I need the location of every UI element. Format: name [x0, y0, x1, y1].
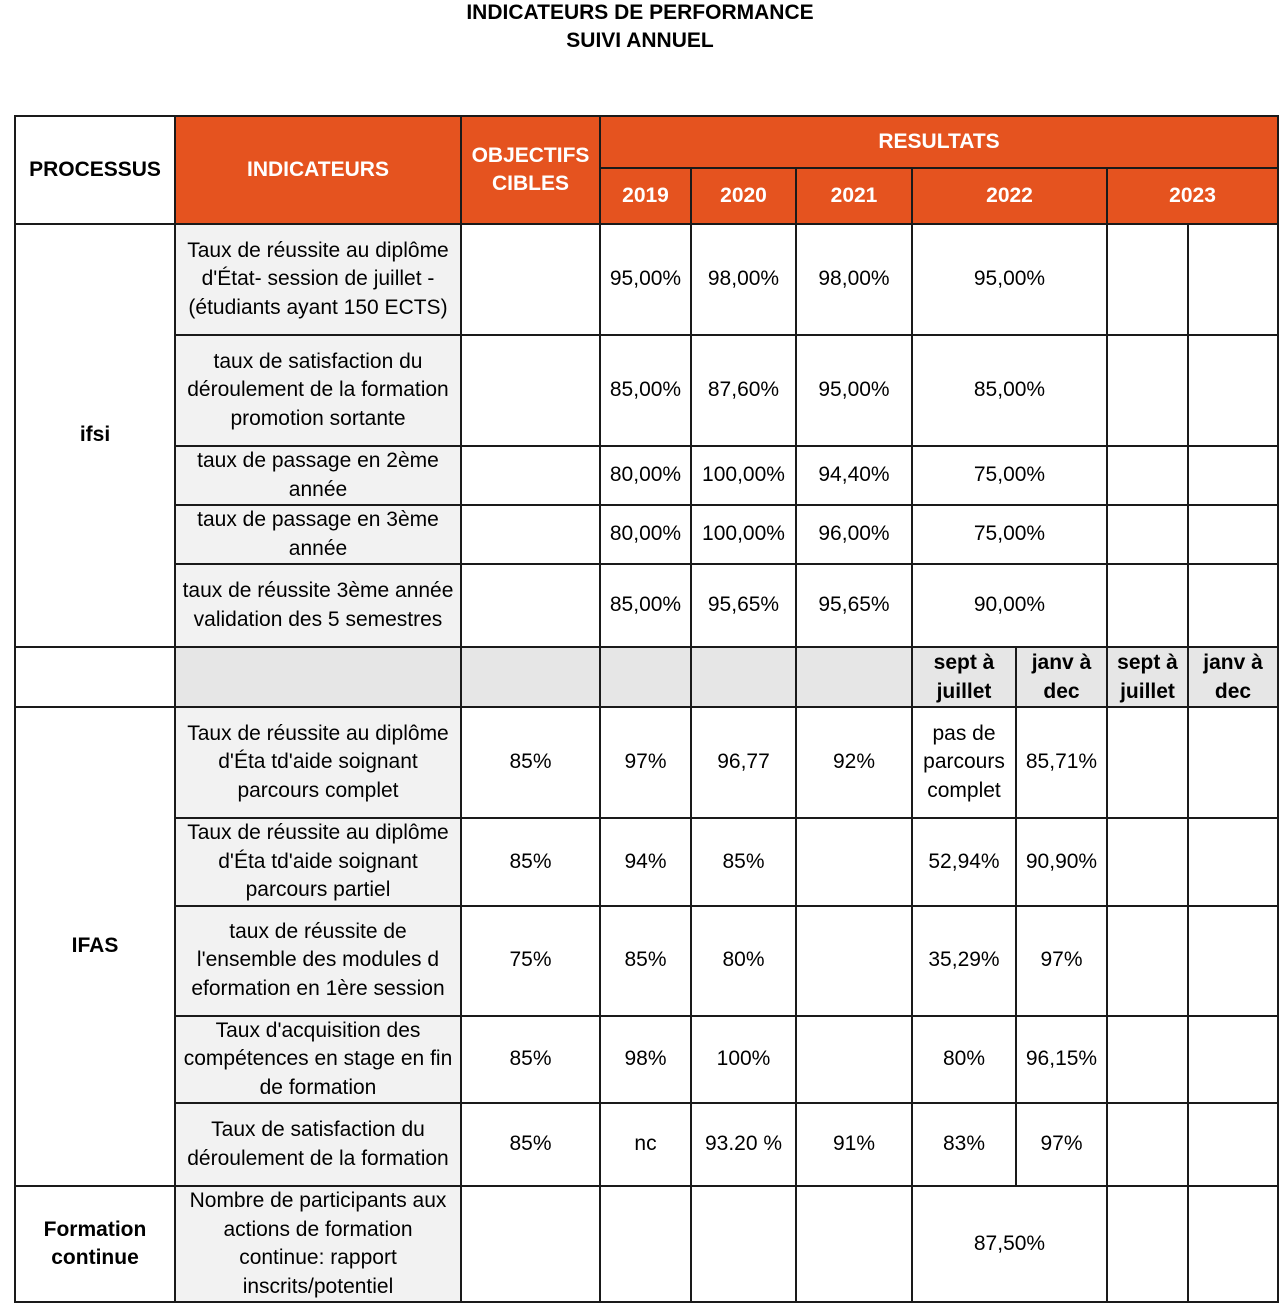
- value-2023-a: [1107, 1186, 1188, 1302]
- value-2019: 94%: [600, 818, 691, 906]
- indicator-cell: taux de passage en 2ème année: [175, 446, 461, 505]
- header-processus: PROCESSUS: [15, 116, 175, 224]
- value-2023-janv: [1188, 906, 1278, 1016]
- indicator-cell: Taux de réussite au diplôme d'État- session de juillet - (étudiants ayant 150 ECTS): [175, 224, 461, 335]
- subheader-2023-janv: janv à dec: [1188, 647, 1278, 707]
- objectif-cell: 85%: [461, 818, 600, 906]
- table-row: [15, 335, 1278, 446]
- header-year-2022: 2022: [912, 168, 1107, 224]
- value-2023-sept: [1107, 707, 1188, 818]
- value-2023-a: [1107, 564, 1188, 647]
- value-2023-sept: [1107, 818, 1188, 906]
- header-year-2021: 2021: [796, 168, 912, 224]
- value-2020: 96,77: [691, 707, 796, 818]
- table-row: [15, 224, 1278, 335]
- value-2020: 100,00%: [691, 446, 796, 505]
- value-2022: 95,00%: [912, 224, 1107, 335]
- value-2022-sept: pas de parcours complet: [912, 707, 1016, 818]
- process-ifas: IFAS: [15, 707, 175, 1186]
- indicator-cell: Taux d'acquisition des compétences en stage en fin de formation: [175, 1016, 461, 1104]
- objectif-cell: 85%: [461, 1016, 600, 1104]
- process-ifsi: ifsi: [15, 224, 175, 647]
- value-2022-janv: 97%: [1016, 906, 1107, 1016]
- header-objectifs: OBJECTIFS CIBLES: [461, 116, 600, 224]
- subheader-gray: [461, 647, 600, 707]
- value-2023-sept: [1107, 1103, 1188, 1186]
- header-indicateurs: INDICATEURS: [175, 116, 461, 224]
- header-row: [15, 116, 1278, 168]
- value-2019: 85,00%: [600, 335, 691, 446]
- value-2022-janv: 90,90%: [1016, 818, 1107, 906]
- objectif-cell: 85%: [461, 707, 600, 818]
- value-2022-janv: 96,15%: [1016, 1016, 1107, 1104]
- objectif-cell: [461, 505, 600, 564]
- subheader-empty: [15, 647, 175, 707]
- table-row: [15, 505, 1278, 564]
- value-2019: nc: [600, 1103, 691, 1186]
- value-2023-janv: [1188, 707, 1278, 818]
- value-2022-janv: 85,71%: [1016, 707, 1107, 818]
- table-row: [15, 1016, 1278, 1104]
- value-2021: 96,00%: [796, 505, 912, 564]
- value-2020: 98,00%: [691, 224, 796, 335]
- performance-table: [14, 115, 1279, 1303]
- value-2021: [796, 906, 912, 1016]
- value-2021: 98,00%: [796, 224, 912, 335]
- value-2020: 93.20 %: [691, 1103, 796, 1186]
- value-2023-janv: [1188, 818, 1278, 906]
- table-row: [15, 1186, 1278, 1302]
- objectif-cell: 75%: [461, 906, 600, 1016]
- subheader-2022-janv: janv à dec: [1016, 647, 1107, 707]
- page-title: INDICATEURS DE PERFORMANCE: [466, 1, 814, 24]
- value-2021: 95,65%: [796, 564, 912, 647]
- header-year-2023: 2023: [1107, 168, 1278, 224]
- header-year-2019: 2019: [600, 168, 691, 224]
- objectif-cell: [461, 335, 600, 446]
- indicator-cell: Taux de réussite au diplôme d'Éta td'aide soignant parcours complet: [175, 707, 461, 818]
- header-year-2020: 2020: [691, 168, 796, 224]
- subheader-gray: [600, 647, 691, 707]
- value-2023-a: [1107, 446, 1188, 505]
- value-2022-sept: 52,94%: [912, 818, 1016, 906]
- value-2022-sept: 83%: [912, 1103, 1016, 1186]
- value-2019: 98%: [600, 1016, 691, 1104]
- value-2023-b: [1188, 335, 1278, 446]
- value-2023-b: [1188, 1186, 1278, 1302]
- subheader-2023-sept: sept à juillet: [1107, 647, 1188, 707]
- table-row: [15, 564, 1278, 647]
- table-row: [15, 446, 1278, 505]
- subheader-gray: [175, 647, 461, 707]
- objectif-cell: [461, 446, 600, 505]
- value-2020: [691, 1186, 796, 1302]
- objectif-cell: [461, 224, 600, 335]
- value-2021: 91%: [796, 1103, 912, 1186]
- value-2022: 85,00%: [912, 335, 1107, 446]
- value-2020: 87,60%: [691, 335, 796, 446]
- value-2021: 94,40%: [796, 446, 912, 505]
- value-2020: 85%: [691, 818, 796, 906]
- value-2022-janv: 97%: [1016, 1103, 1107, 1186]
- value-2019: 97%: [600, 707, 691, 818]
- subheader-gray: [691, 647, 796, 707]
- indicator-cell: Nombre de participants aux actions de formation continue: rapport inscrits/potentiel: [175, 1186, 461, 1302]
- value-2019: [600, 1186, 691, 1302]
- value-2020: 100,00%: [691, 505, 796, 564]
- value-2022: 90,00%: [912, 564, 1107, 647]
- value-2023-b: [1188, 224, 1278, 335]
- subheader-2022-sept: sept à juillet: [912, 647, 1016, 707]
- table-row: [15, 707, 1278, 818]
- value-2023-sept: [1107, 1016, 1188, 1104]
- value-2021: [796, 818, 912, 906]
- header-resultats: RESULTATS: [600, 116, 1278, 168]
- indicator-cell: Taux de satisfaction du déroulement de la formation: [175, 1103, 461, 1186]
- value-2020: 95,65%: [691, 564, 796, 647]
- value-2019: 85%: [600, 906, 691, 1016]
- value-2022: 75,00%: [912, 446, 1107, 505]
- indicator-cell: taux de satisfaction du déroulement de la formation promotion sortante: [175, 335, 461, 446]
- value-2023-janv: [1188, 1103, 1278, 1186]
- value-2022: 87,50%: [912, 1186, 1107, 1302]
- objectif-cell: 85%: [461, 1103, 600, 1186]
- value-2021: [796, 1186, 912, 1302]
- value-2020: 100%: [691, 1016, 796, 1104]
- value-2023-janv: [1188, 1016, 1278, 1104]
- indicator-cell: Taux de réussite au diplôme d'Éta td'aide soignant parcours partiel: [175, 818, 461, 906]
- value-2020: 80%: [691, 906, 796, 1016]
- objectif-cell: [461, 1186, 600, 1302]
- subheader-row: [15, 647, 1278, 707]
- table-row: [15, 906, 1278, 1016]
- value-2022: 75,00%: [912, 505, 1107, 564]
- value-2022-sept: 80%: [912, 1016, 1016, 1104]
- value-2021: 92%: [796, 707, 912, 818]
- value-2021: 95,00%: [796, 335, 912, 446]
- subheader-gray: [796, 647, 912, 707]
- value-2023-a: [1107, 505, 1188, 564]
- process-formation-continue: Formation continue: [15, 1186, 175, 1302]
- value-2019: 95,00%: [600, 224, 691, 335]
- value-2019: 80,00%: [600, 505, 691, 564]
- value-2022-sept: 35,29%: [912, 906, 1016, 1016]
- indicator-cell: taux de passage en 3ème année: [175, 505, 461, 564]
- table-row: [15, 818, 1278, 906]
- value-2023-b: [1188, 505, 1278, 564]
- value-2019: 85,00%: [600, 564, 691, 647]
- value-2023-a: [1107, 224, 1188, 335]
- value-2023-a: [1107, 335, 1188, 446]
- value-2021: [796, 1016, 912, 1104]
- value-2023-sept: [1107, 906, 1188, 1016]
- indicator-cell: taux de réussite de l'ensemble des modules d eformation en 1ère session: [175, 906, 461, 1016]
- value-2023-b: [1188, 446, 1278, 505]
- table-row: [15, 1103, 1278, 1186]
- objectif-cell: [461, 564, 600, 647]
- value-2019: 80,00%: [600, 446, 691, 505]
- value-2023-b: [1188, 564, 1278, 647]
- indicator-cell: taux de réussite 3ème année validation des 5 semestres: [175, 564, 461, 647]
- page-subtitle: SUIVI ANNUEL: [566, 29, 714, 52]
